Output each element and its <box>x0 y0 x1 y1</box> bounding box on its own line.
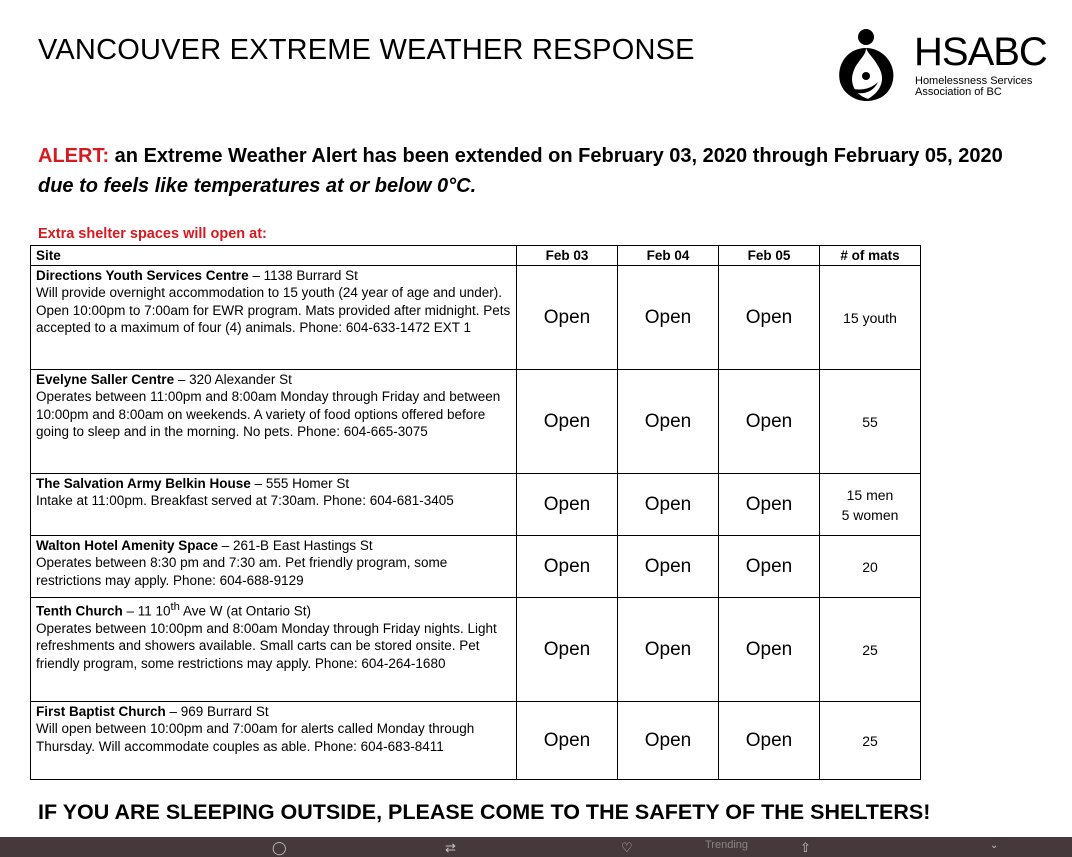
site-details: Will provide overnight accommodation to 15 youth (24 year of age and under). Open 10:00pm to 7:00am for EWR program. Mats provided after midnight. Pets accepted to a maximum of four (4) animals. Phone: 604-633-1472 EXT 1 <box>36 285 511 336</box>
feb04-status: Open <box>618 474 719 536</box>
feb03-status: Open <box>517 702 618 780</box>
site-cell <box>31 598 517 702</box>
feb05-status: Open <box>719 598 820 702</box>
bottom-action-bar <box>0 837 1072 857</box>
site-address: – 320 Alexander St <box>174 372 292 387</box>
hsabc-logo <box>826 26 1046 106</box>
feb04-status: Open <box>618 266 719 370</box>
table-row <box>31 598 921 702</box>
table-row <box>31 474 921 536</box>
mats-women: 5 women <box>841 506 899 523</box>
site-details: Intake at 11:00pm. Breakfast served at 7:30am. Phone: 604-681-3405 <box>36 493 454 509</box>
site-address: – 969 Burrard St <box>165 704 269 719</box>
shelter-table <box>30 245 921 780</box>
logo-name: HSABC <box>914 30 1047 74</box>
feb05-status: Open <box>719 474 820 536</box>
footer-message: IF YOU ARE SLEEPING OUTSIDE, PLEASE COME TO THE SAFETY OF THE SHELTERS! <box>38 800 931 824</box>
feb03-status: Open <box>517 370 618 474</box>
site-address-sup: th <box>170 601 180 613</box>
feb05-status: Open <box>719 702 820 780</box>
feb03-status: Open <box>517 598 618 702</box>
site-details: Operates between 8:30 pm and 7:30 am. Pet friendly program, some restrictions may apply. Phone: 604-688-9129 <box>36 555 448 588</box>
alert-label: ALERT: <box>38 145 110 167</box>
mats-count: 25 <box>820 702 921 780</box>
site-cell <box>31 266 517 370</box>
feb03-status: Open <box>517 266 618 370</box>
table-row <box>31 266 921 370</box>
feb05-status: Open <box>719 266 820 370</box>
alert-text: an Extreme Weather Alert has been extended on February 03, 2020 through February 05, 2020 <box>109 145 1003 167</box>
site-address-post: Ave W (at Ontario St) <box>179 603 311 619</box>
feb04-status: Open <box>618 536 719 598</box>
feb03-status: Open <box>517 474 618 536</box>
heart-icon[interactable]: ♡ <box>621 840 633 855</box>
site-cell <box>31 370 517 474</box>
chevron-down-icon[interactable]: ⌄ <box>990 840 999 851</box>
header-feb03: Feb 03 <box>517 246 618 266</box>
site-name: Tenth Church <box>36 603 123 619</box>
feb05-status: Open <box>719 370 820 474</box>
site-address: – 1138 Burrard St <box>248 268 358 283</box>
site-name: The Salvation Army Belkin House <box>36 476 251 491</box>
mats-count <box>820 474 921 536</box>
trending-label: Trending <box>705 839 749 851</box>
header-site: Site <box>31 246 517 266</box>
site-address: – 555 Homer St <box>250 476 350 491</box>
site-name: Evelyne Saller Centre <box>36 372 175 387</box>
site-name: Directions Youth Services Centre <box>36 268 249 283</box>
logo-subtitle <box>915 76 1055 98</box>
mats-count: 55 <box>820 370 921 474</box>
retweet-icon[interactable]: ⇄ <box>445 840 456 855</box>
table-row <box>31 536 921 598</box>
header-feb04: Feb 04 <box>618 246 719 266</box>
alert-reason: due to feels like temperatures at or below 0°C. <box>38 175 477 197</box>
share-icon[interactable]: ⇧ <box>800 840 811 855</box>
alert-message <box>38 141 1028 201</box>
site-details: Operates between 11:00pm and 8:00am Monday through Friday and between 10:00pm and 8:00am on weekends. A variety of food options offered before going to sleep and in the morning. No pets. Phone: 604-665-3075 <box>36 389 501 440</box>
feb04-status: Open <box>618 702 719 780</box>
header-mats: # of mats <box>820 246 921 266</box>
table-row <box>31 370 921 474</box>
page-title: VANCOUVER EXTREME WEATHER RESPONSE <box>38 34 695 66</box>
feb04-status: Open <box>618 598 719 702</box>
site-details: Operates between 10:00pm and 8:00am Monday through Friday nights. Light refreshments and showers available. Small carts can be stored onsite. Pet friendly program, some restrictions may apply. Phone: 604-264-1680 <box>36 620 497 671</box>
extra-shelter-heading: Extra shelter spaces will open at: <box>38 226 267 242</box>
table-row <box>31 702 921 780</box>
site-details: Will open between 10:00pm and 7:00am for alerts called Monday through Thursday. Will accommodate couples as able. Phone: 604-683-8411 <box>36 721 475 754</box>
site-address-pre: – 11 10 <box>122 603 171 619</box>
mats-count: 20 <box>820 536 921 598</box>
hsabc-logo-mark <box>826 26 906 106</box>
site-cell <box>31 536 517 598</box>
site-name: First Baptist Church <box>36 704 166 719</box>
logo-subtitle-line2: Association of BC <box>915 86 1002 98</box>
logo-subtitle-line1: Homelessness Services <box>915 75 1033 87</box>
site-cell <box>31 474 517 536</box>
mats-count: 15 youth <box>820 266 921 370</box>
feb04-status: Open <box>618 370 719 474</box>
comment-icon[interactable]: ◯ <box>272 840 287 855</box>
feb03-status: Open <box>517 536 618 598</box>
mats-men: 15 men <box>846 486 894 503</box>
mats-count: 25 <box>820 598 921 702</box>
site-cell <box>31 702 517 780</box>
table-header-row <box>31 246 921 266</box>
site-name: Walton Hotel Amenity Space <box>36 538 219 553</box>
header-feb05: Feb 05 <box>719 246 820 266</box>
site-address: – 261-B East Hastings St <box>218 538 373 553</box>
feb05-status: Open <box>719 536 820 598</box>
